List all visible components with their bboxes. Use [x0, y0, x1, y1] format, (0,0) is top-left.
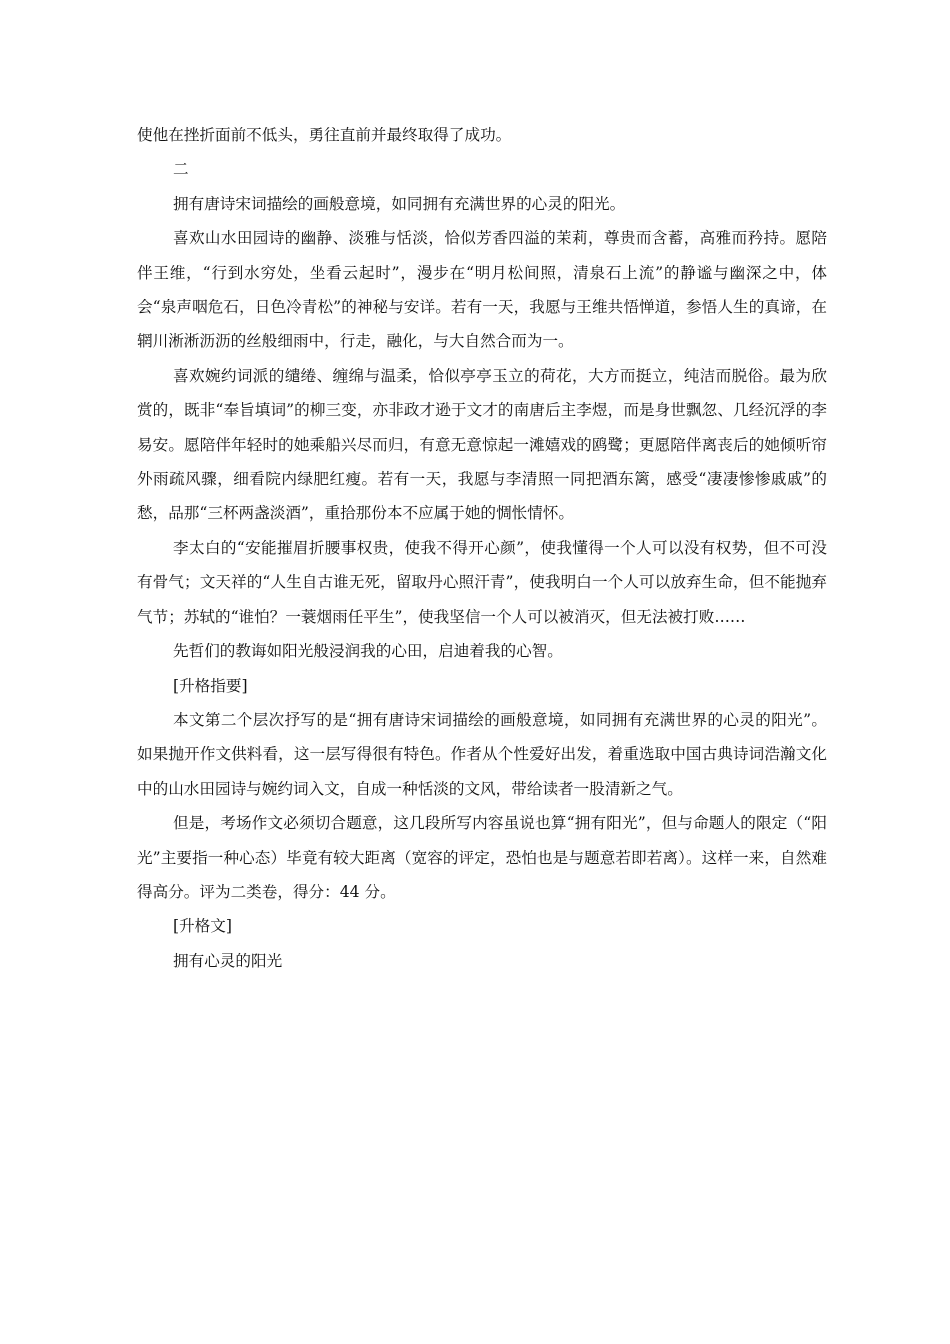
paragraph-poets-quotes: 李太白的“安能摧眉折腰事权贵，使我不得开心颜”，使我懂得一个人可以没有权势，但不可没有骨气；文天祥的“人生自古谁无死，留取丹心照汗青”，使我明白一个人可以放弃生命，但不能抛弃气节；苏轼的“谁怕？一蓑烟雨任平生”，使我坚信一个人可以被消灭，但无法被打败…… — [137, 538, 827, 626]
paragraph-thesis: 拥有唐诗宋词描绘的画般意境，如同拥有充满世界的心灵的阳光。 — [173, 194, 626, 213]
paragraph-conclusion: 先哲们的教诲如阳光般浸润我的心田，启迪着我的心智。 — [173, 642, 563, 661]
section-number: 二 — [173, 160, 189, 179]
heading-upgraded-essay: [升格文] — [173, 917, 232, 936]
paragraph-commentary-1: 本文第二个层次抒写的是“拥有唐诗宋词描绘的画般意境，如同拥有充满世界的心灵的阳光”。如果抛开作文供料看，这一层写得很有特色。作者从个性爱好出发，着重选取中国古典诗词浩瀚文化中的山水田园诗与婉约词入文，自成一种恬淡的文风，带给读者一股清新之气。 — [137, 710, 827, 798]
paragraph-wang-wei: 喜欢山水田园诗的幽静、淡雅与恬淡，恰似芳香四溢的茉莉，尊贵而含蓄，高雅而矜持。愿陪伴王维，“行到水穷处，坐看云起时”，漫步在“明月松间照，清泉石上流”的静谧与幽深之中，体会“泉声咽危石，日色冷青松”的神秘与安详。若有一天，我愿与王维共悟惮道，参悟人生的真谛，在辋川淅淅沥沥的丝般细雨中，行走，融化，与大自然合而为一。 — [137, 229, 827, 351]
paragraph-commentary-2: 但是，考场作文必须切合题意，这几段所写内容虽说也算“拥有阳光”，但与命题人的限定（“阳光”主要指一种心态）毕竟有较大距离（宽容的评定，恐怕也是与题意若即若离）。这样一来，自然难得高分。评为二类卷，得分：44 分。 — [137, 814, 827, 901]
paragraph-continuation: 使他在挫折面前不低头，勇往直前并最终取得了成功。 — [137, 126, 512, 144]
essay-title: 拥有心灵的阳光 — [173, 951, 283, 970]
paragraph-li-qingzhao: 喜欢婉约词派的缱绻、缠绵与温柔，恰似亭亭玉立的荷花，大方而挺立，纯洁而脱俗。最为欣赏的，既非“奉旨填词”的柳三变，亦非政才逊于文才的南唐后主李煜，而是身世飘忽、几经沉浮的李易安。愿陪伴年轻时的她乘船兴尽而归，有意无意惊起一滩嬉戏的鸥鹭；更愿陪伴离丧后的她倾听帘外雨疏风骤，细看院内绿肥红瘦。若有一天，我愿与李清照一同把酒东篱，感受“凄凄惨惨戚戚”的愁，品那“三杯两盏淡酒”，重拾那份本不应属于她的惆怅情怀。 — [137, 366, 827, 523]
essay-text-block — [137, 118, 827, 978]
heading-upgrade-notes: [升格指要] — [173, 676, 248, 695]
